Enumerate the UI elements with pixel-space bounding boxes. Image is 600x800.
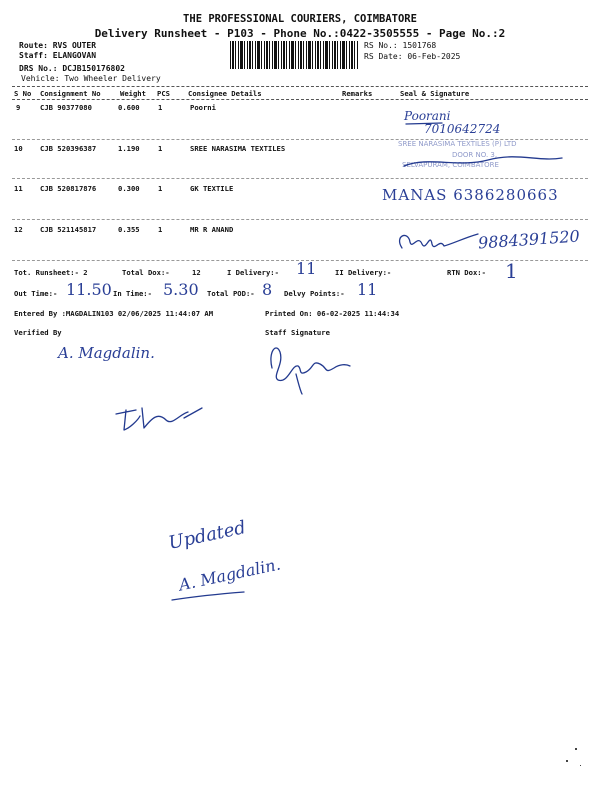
page-subtitle: Delivery Runsheet - P103 - Phone No.:0422-3505555 - Page No.:2 — [94, 27, 506, 40]
company-stamp-line2: DOOR NO. 3, — [452, 151, 498, 159]
printed-on: Printed On: 06-02-2025 11:44:34 — [265, 309, 400, 318]
table-row-pcs: 1 — [158, 144, 163, 153]
table-row-consignment: CJB 90377080 — [40, 103, 92, 112]
table-row-weight: 1.190 — [118, 144, 140, 153]
table-header-rule — [12, 99, 588, 100]
staff-signature-image — [262, 338, 354, 398]
col-consignment: Consignment No — [40, 89, 101, 98]
verified-by-label: Verified By — [14, 328, 62, 337]
table-top-rule — [12, 86, 588, 87]
delvy-points-label: Delvy Points:- — [284, 289, 345, 298]
barcode — [230, 41, 358, 69]
col-consignee: Consignee Details — [188, 89, 262, 98]
handwritten-in-time: 5.30 — [163, 280, 199, 299]
route-label: Route: RVS OUTER — [19, 41, 97, 50]
in-time-label: In Time:- — [113, 289, 152, 298]
table-row-sno: 11 — [14, 184, 23, 193]
verified-signature: A. Magdalin. — [58, 344, 155, 362]
total-dox-label: Total Dox:- — [122, 268, 170, 277]
row-separator — [12, 219, 588, 220]
table-row-consignee: MR R ANAND — [190, 225, 234, 234]
handwritten-row9-phone: 7010642724 — [424, 122, 501, 136]
scan-speck — [566, 760, 568, 762]
handwritten-updated: Updated — [166, 517, 248, 554]
row-separator — [12, 178, 588, 179]
signature-row12 — [392, 226, 482, 260]
drs-label: DRS No.: DCJB150176802 — [19, 64, 125, 73]
total-dox-value: 12 — [192, 268, 201, 277]
table-row-sno: 9 — [16, 103, 21, 112]
table-row-weight: 0.600 — [118, 103, 140, 112]
ii-delivery-label: II Delivery:- — [335, 268, 392, 277]
table-row-consignment: CJB 520396387 — [40, 144, 97, 153]
underline-mark — [168, 590, 248, 604]
company-stamp-line1: SREE NARASIMA TEXTILES (P) LTD — [398, 140, 517, 148]
table-row-weight: 0.355 — [118, 225, 140, 234]
table-row-pcs: 1 — [158, 184, 163, 193]
col-remarks: Remarks — [342, 89, 373, 98]
handwritten-delvy-points: 11 — [357, 280, 378, 299]
handwritten-row12-phone: 9884391520 — [477, 226, 581, 253]
staff-signature-label: Staff Signature — [265, 328, 330, 337]
total-runsheet: Tot. Runsheet:- 2 — [14, 268, 88, 277]
rs-date: RS Date: 06-Feb-2025 — [364, 52, 461, 61]
handwritten-i-delivery: 11 — [296, 259, 317, 278]
table-row-consignee: Poorni — [190, 103, 216, 112]
table-row-consignment: CJB 520817876 — [40, 184, 97, 193]
out-time-label: Out Time:- — [14, 289, 58, 298]
handwritten-row9-name: Poorani — [404, 109, 451, 123]
table-row-consignee: SREE NARASIMA TEXTILES — [190, 144, 286, 153]
rs-no: RS No.: 1501768 — [364, 41, 437, 50]
handwritten-row11: MANAS 6386280663 — [382, 186, 559, 204]
entered-by: Entered By :MAGDALIN103 02/06/2025 11:44:07 AM — [14, 309, 214, 318]
handwritten-out-time: 11.50 — [66, 280, 112, 299]
table-row-consignee: GK TEXTILE — [190, 184, 234, 193]
vehicle-label: Vehicle: Two Wheeler Delivery — [21, 74, 161, 83]
signature-scribble — [398, 148, 568, 174]
initials-signature — [110, 398, 210, 438]
table-row-pcs: 1 — [158, 225, 163, 234]
company-stamp-line3: SELVAPURAM, COIMBATORE — [402, 161, 499, 169]
col-sno: S No — [14, 89, 32, 98]
company-title: THE PROFESSIONAL COURIERS, COIMBATORE — [183, 13, 417, 25]
table-row-consignment: CJB 521145817 — [40, 225, 97, 234]
updated-signature: A. Magdalin. — [177, 554, 283, 595]
handwritten-total-pod: 8 — [262, 280, 273, 299]
total-pod-label: Total POD:- — [207, 289, 255, 298]
table-row-sno: 10 — [14, 144, 23, 153]
col-seal-signature: Seal & Signature — [400, 89, 470, 98]
col-pcs: PCS — [157, 89, 170, 98]
scan-speck — [575, 748, 577, 750]
col-weight: Weight — [120, 89, 146, 98]
table-row-weight: 0.300 — [118, 184, 140, 193]
handwritten-rtn-dox: 1 — [505, 259, 518, 283]
rtn-dox-label: RTN Dox:- — [447, 268, 486, 277]
staff-label: Staff: ELANGOVAN — [19, 51, 97, 60]
scan-speck — [580, 765, 581, 766]
i-delivery-label: I Delivery:- — [227, 268, 279, 277]
table-row-pcs: 1 — [158, 103, 163, 112]
table-row-sno: 12 — [14, 225, 23, 234]
